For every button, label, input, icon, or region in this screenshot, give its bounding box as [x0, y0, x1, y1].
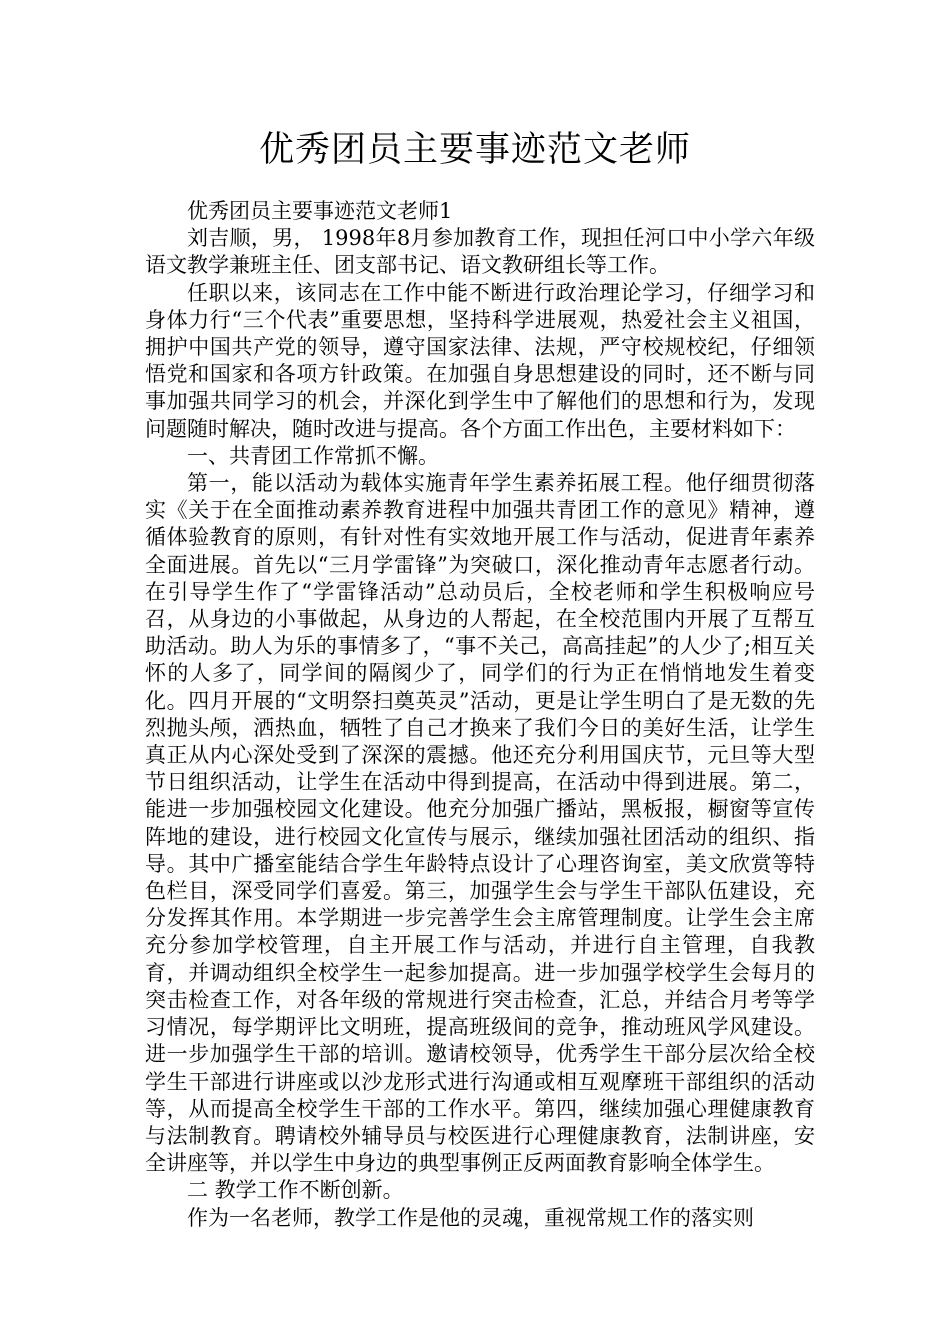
paragraph-league-work: 第一，能以活动为载体实施青年学生素养拓展工程。他仔细贯彻落实《关于在全面推动素养教育进程中加强共青团工作的意见》精神，遵循体验教育的原则，有针对性有实效地开展工作与活动，促进青年素养全面进展。首先以“三月学雷锋”为突破口，深化推动青年志愿者行动。在引导学生作了“学雷锋活动”总动员后，全校老师和学生积极响应号召，从身边的小事做起，从身边的人帮起，在全校范围内开展了互帮互助活动。助人为乐的事情多了，“事不关己，高高挂起”的人少了;相互关怀的人多了，同学间的隔阂少了，同学们的行为正在悄悄地发生着变化。四月开展的“文明祭扫奠英灵”活动，更是让学生明白了是无数的先烈抛头颅，洒热血，牺牲了自己才换来了我们今日的美好生活，让学生真正从内心深处受到了深深的震撼。他还充分利用国庆节，元旦等大型节日组织活动，让学生在活动中得到提高，在活动中得到进展。第二，能进一步加强校园文化建设。他充分加强广播站，黑板报，橱窗等宣传阵地的建设，进行校园文化宣传与展示，继续加强社团活动的组织、指导。其中广播室能结合学生年龄特点设计了心理咨询室，美文欣赏等特色栏目，深受同学们喜爱。第三，加强学生会与学生干部队伍建设，充分发挥其作用。本学期进一步完善学生会主席管理制度。让学生会主席充分参加学校管理，自主开展工作与活动，并进行自主管理，自我教育，并调动组织全校学生一起参加提高。进一步加强学校学生会每月的突击检查工作，对各年级的常规进行突击检查，汇总，并结合月考等学习情况，每学期评比文明班，提高班级间的竞争，推动班风学风建设。进一步加强学生干部的培训。邀请校领导，优秀学生干部分层次给全校学生干部进行讲座或以沙龙形式进行沟通或相互观摩班干部组织的活动等，从而提高全校学生干部的工作水平。第四，继续加强心理健康教育与法制教育。聘请校外辅导员与校医进行心理健康教育，法制讲座，安全讲座等，并以学生中身边的典型事例正反两面教育影响全体学生。	[145, 471, 815, 1176]
section-heading-teaching: 二 教学工作不断创新。	[187, 1178, 404, 1203]
paragraph-overview: 任职以来，该同志在工作中能不断进行政治理论学习，仔细学习和身体力行“三个代表”重要思想，坚持科学进展观，热爱社会主义祖国，拥护中国共产党的领导，遵守国家法律、法规，严守校规校纪，仔细领悟党和国家和各项方针政策。在加强自身思想建设的同时，还不断与同事加强共同学习的机会，并深化到学生中了解他们的思想和行为，发现问题随时解决，随时改进与提高。各个方面工作出色，主要材料如下：	[145, 280, 815, 441]
paragraph-intro: 刘吉顺，男， 1998年8月参加教育工作，现担任河口中小学六年级语文教学兼班主任、团支部书记、语文教研组长等工作。	[145, 226, 815, 278]
section-heading-1: 优秀团员主要事迹范文老师1	[187, 199, 453, 223]
paragraph-teaching: 作为一名老师，教学工作是他的灵魂，重视常规工作的落实则	[187, 1205, 754, 1230]
document-body	[145, 198, 815, 1232]
document-title: 优秀团员主要事迹范文老师	[258, 130, 691, 170]
section-heading-league-work: 一、共青团工作常抓不懈。	[187, 443, 439, 468]
